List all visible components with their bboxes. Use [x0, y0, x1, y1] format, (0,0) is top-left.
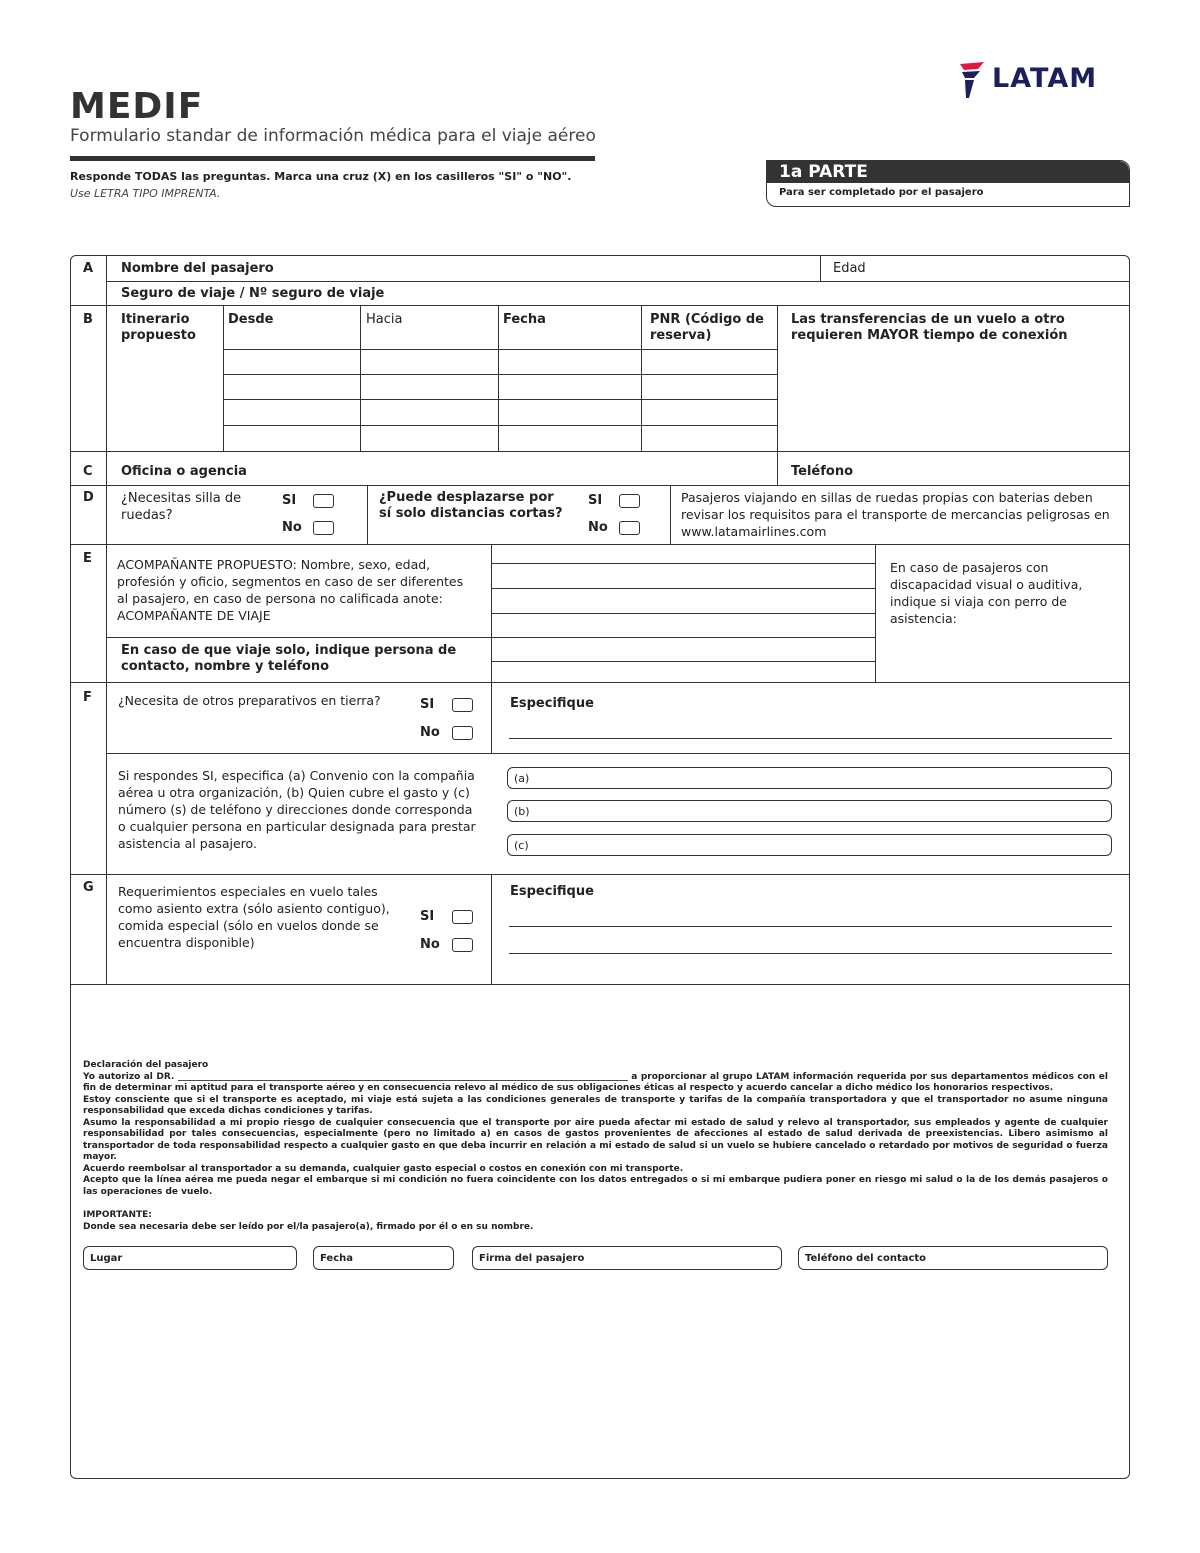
section-letter-c: C: [83, 464, 93, 479]
option-a-field[interactable]: (a): [507, 767, 1112, 789]
ground-yes-checkbox[interactable]: [452, 698, 473, 712]
e-row-line: [106, 637, 492, 638]
insurance-label: Seguro de viaje / Nº seguro de viaje: [121, 286, 385, 301]
section-line: [71, 485, 1129, 486]
contact-instructions: En caso de que viaje solo, indique persona de contacto, nombre y teléfono: [121, 643, 457, 674]
section-letter-f: F: [83, 690, 92, 705]
itinerary-row-line: [223, 425, 777, 426]
section-line: [71, 305, 1129, 306]
special-requirements-text: Requerimientos especiales en vuelo tales como asiento extra (sólo asiento contiguo), comida especial (sólo en vuelos donde se encuentra disponible): [118, 884, 390, 950]
walk-yes-label: SI: [588, 493, 603, 508]
special-specify-line[interactable]: [509, 953, 1112, 954]
ground-question: ¿Necesita de otros preparativos en tierra?: [118, 693, 381, 708]
section-line: [71, 682, 1129, 683]
declaration-paragraph: Estoy consciente que si el transporte es aceptado, mi viaje está sujeta a las condiciones generales de transporte y tarifas de la compañía transportadora y que el transportador no asume ninguna responsabilidad que exceda dichas condiciones y tarifas.: [83, 1094, 1108, 1116]
battery-note: Pasajeros viajando en sillas de ruedas propias con baterias deben revisar los requisitos para el transporte de mercancias peligrosas en www.latamairlines.com: [681, 490, 1110, 539]
guide-dog-note: En caso de pasajeros con discapacidad visual o auditiva, indique si viaja con perro de asistencia:: [890, 560, 1083, 626]
b-col-divider: [360, 305, 361, 451]
e-divider: [875, 544, 876, 682]
special-specify-label: Especifique: [510, 884, 594, 899]
part-title: 1a PARTE: [767, 161, 1129, 183]
section-letter-g: G: [83, 880, 94, 895]
ground-details-text: Si respondes SI, especifica (a) Convenio con la compañia aérea u otra organización, (b) Quien cubre el gasto y (c) número (s) de teléfono y direcciones donde corresponda o cualquier persona en particular designada para prestar asistencia al pasajero.: [118, 768, 476, 851]
age-divider: [820, 256, 821, 281]
special-specify-line[interactable]: [509, 926, 1112, 927]
ground-specify-label: Especifique: [510, 696, 594, 711]
part-banner: [766, 160, 1130, 207]
f-row-line: [106, 753, 1129, 754]
walk-no-checkbox[interactable]: [619, 521, 640, 535]
connection-note: Las transferencias de un vuelo a otro requieren MAYOR tiempo de conexión: [791, 312, 1068, 343]
latam-bird-icon: [958, 60, 990, 100]
form-frame: [70, 255, 1130, 1479]
companion-entry-line: [491, 637, 875, 638]
companion-entry-line: [491, 661, 875, 662]
b-col-divider: [498, 305, 499, 451]
section-line: [71, 451, 1129, 452]
phone-label: Teléfono: [791, 464, 854, 479]
f-divider: [491, 682, 492, 753]
option-c-field[interactable]: (c): [507, 834, 1112, 856]
section-line: [71, 874, 1129, 875]
section-letter-e: E: [83, 551, 92, 566]
companion-entry-line: [491, 588, 875, 589]
important-text: Donde sea necesaria debe ser leído por el/la pasajero(a), firmado por él o en su nombre.: [83, 1221, 534, 1232]
logo-text: LATAM: [992, 63, 1098, 94]
important-title: IMPORTANTE:: [83, 1210, 152, 1220]
itinerary-label: Itinerario propuesto: [121, 312, 196, 343]
latam-logo: [958, 60, 1133, 100]
companion-instructions: ACOMPAÑANTE PROPUESTO: Nombre, sexo, edad, profesión y oficio, segmentos en caso de ser diferentes al pasajero, en caso de persona no calificada anote: ACOMPAÑANTE DE VIAJE: [117, 557, 464, 623]
special-yes-checkbox[interactable]: [452, 910, 473, 924]
companion-entry-line: [491, 563, 875, 564]
wheelchair-yes-checkbox[interactable]: [313, 494, 334, 508]
header-rule: [70, 156, 595, 161]
walk-question: ¿Puede desplazarse por sí solo distancias cortas?: [379, 490, 563, 521]
from-label: Desde: [228, 312, 274, 327]
itinerary-row-line: [223, 374, 777, 375]
to-label: Hacia: [366, 312, 403, 327]
declaration-paragraph: Acepto que la línea aérea me pueda negar el embarque si mi condición no fuera coincidente con los datos entregados o si mi embarque pudiera poner en riesgo mi salud o la de los demás pasajeros o las operaciones de vuelo.: [83, 1175, 1108, 1197]
contact-phone-field[interactable]: Teléfono del contacto: [798, 1246, 1108, 1270]
ground-yes-label: SI: [420, 697, 435, 712]
row-line: [106, 281, 1129, 282]
wheelchair-no-checkbox[interactable]: [313, 521, 334, 535]
passenger-declaration: [83, 1060, 1108, 1233]
d-divider: [670, 485, 671, 544]
declaration-title: Declaración del pasajero: [83, 1060, 209, 1070]
companion-entry-line: [491, 613, 875, 614]
special-yes-label: SI: [420, 909, 435, 924]
declaration-paragraph: Asumo la responsabilidad a mi propio riesgo de cualquier consecuencia que el transporte por aire pueda afectar mi estado de salud y relevo al transportador, sus empleados y agente de cualquier responsabilidad por tales consecuencias, especialmente (pero no limitado a) en casos de gastos provenientes de afecciones al estado de salud derivada de preexistencias. Libero asimismo al transportador de toda responsabilidad respecto a cualquier gasto en que deba incurrir en relación a mi estado de salud si un vuelo se hubiere cancelado o retardado por motivos de seguridad o fuerza mayor.: [83, 1117, 1108, 1162]
section-letter-d: D: [83, 490, 94, 505]
instruction-italic: Use LETRA TIPO IMPRENTA.: [70, 187, 221, 200]
ground-specify-line[interactable]: [509, 738, 1112, 739]
declaration-paragraph: Yo autorizo al DR. ____________________________________________________________________________________________________ a proporcionar al grupo LATAM información requerida por sus departamentos médicos con el fin de determinar mi aptitud para el transporte aéreo y en consecuencia relevo al médico de sus obligaciones éticas al respecto y acuerdo cancelar a dicho médico los honorarios respectivos.: [83, 1071, 1108, 1093]
g-divider: [491, 874, 492, 984]
section-letter-a: A: [83, 261, 94, 276]
form-subtitle: Formulario standar de información médica para el viaje aéreo: [70, 126, 596, 146]
wheelchair-yes-label: SI: [282, 493, 297, 508]
pnr-label: PNR (Código de reserva): [650, 312, 765, 343]
section-line: [71, 984, 1129, 985]
phone-divider: [777, 451, 778, 485]
option-b-field[interactable]: (b): [507, 800, 1112, 822]
itinerary-row-line: [223, 399, 777, 400]
wheelchair-question: ¿Necesitas silla de ruedas?: [121, 491, 242, 523]
walk-no-label: No: [588, 520, 608, 535]
section-line: [71, 544, 1129, 545]
passenger-name-label: Nombre del pasajero: [121, 261, 274, 276]
b-col-divider: [777, 305, 778, 451]
b-col-divider: [641, 305, 642, 451]
walk-yes-checkbox[interactable]: [619, 494, 640, 508]
date-label: Fecha: [503, 312, 546, 327]
signature-field[interactable]: Firma del pasajero: [472, 1246, 782, 1270]
place-field[interactable]: Lugar: [83, 1246, 297, 1270]
office-label: Oficina o agencia: [121, 464, 247, 479]
special-no-label: No: [420, 937, 440, 952]
section-letter-b: B: [83, 312, 93, 327]
d-divider: [367, 485, 368, 544]
date-field[interactable]: Fecha: [313, 1246, 454, 1270]
wheelchair-no-label: No: [282, 520, 302, 535]
declaration-paragraph: Acuerdo reembolsar al transportador a su demanda, cualquier gasto especial o costos en conexión con mi transporte.: [83, 1163, 684, 1174]
itinerary-row-line: [223, 349, 777, 350]
instruction-bold: Responde TODAS las preguntas. Marca una cruz (X) en los casilleros "SI" o "NO".: [70, 170, 572, 183]
ground-no-checkbox[interactable]: [452, 726, 473, 740]
b-col-divider: [223, 305, 224, 451]
form-title: MEDIF: [70, 86, 204, 127]
ground-no-label: No: [420, 725, 440, 740]
age-label: Edad: [833, 261, 866, 276]
part-subtitle: Para ser completado por el pasajero: [779, 187, 984, 198]
special-no-checkbox[interactable]: [452, 938, 473, 952]
